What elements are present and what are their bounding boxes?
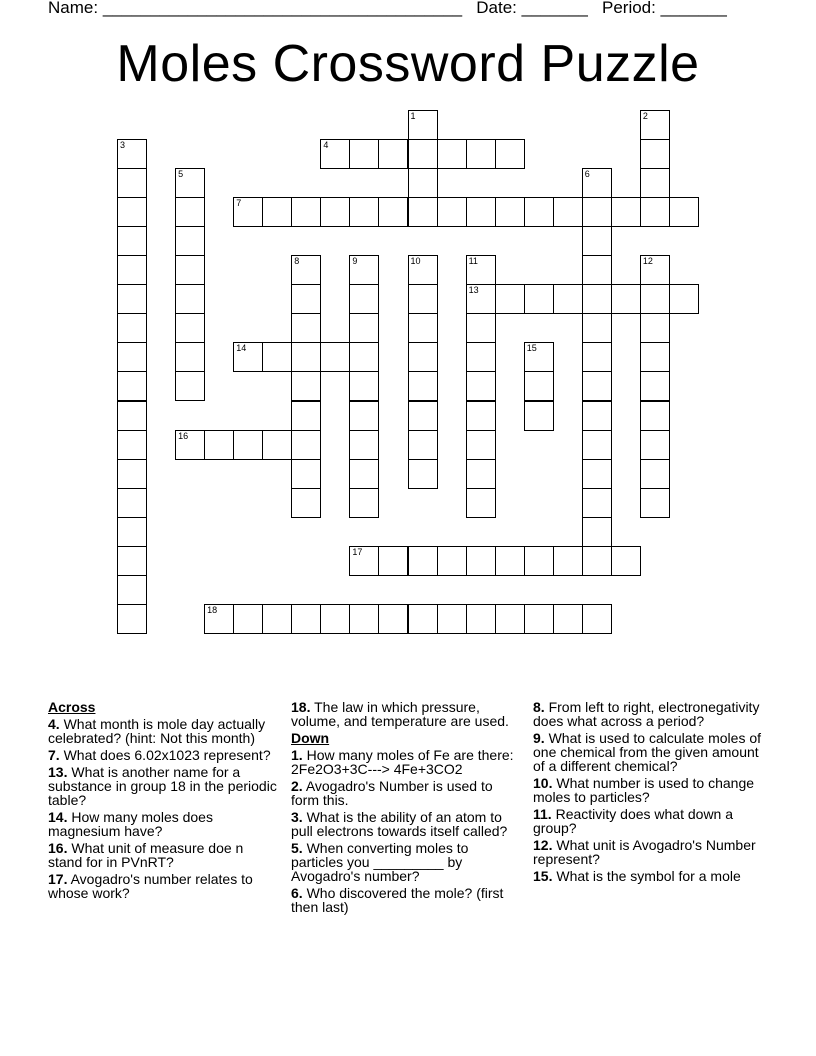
clues-column-3	[533, 700, 768, 886]
grid-cell[interactable]	[495, 604, 525, 634]
grid-cell[interactable]	[117, 284, 147, 314]
grid-cell[interactable]	[320, 197, 350, 227]
grid-cell[interactable]	[204, 604, 234, 634]
grid-cell[interactable]	[117, 430, 147, 460]
grid-cell[interactable]	[408, 430, 438, 460]
grid-cell[interactable]	[291, 255, 321, 285]
grid-cell[interactable]	[349, 313, 379, 343]
grid-cell[interactable]	[553, 197, 583, 227]
clue-down-10: 10. What number is used to change moles to particles?	[533, 775, 755, 805]
grid-cell[interactable]	[117, 517, 147, 547]
grid-cell[interactable]	[291, 342, 321, 372]
grid-cell[interactable]	[437, 197, 467, 227]
grid-cell[interactable]	[466, 139, 496, 169]
grid-cell[interactable]	[291, 401, 321, 431]
grid-cell[interactable]	[466, 401, 496, 431]
grid-cell[interactable]	[466, 284, 496, 314]
clue-number: 13	[468, 285, 479, 296]
grid-cell[interactable]	[611, 546, 641, 576]
grid-cell[interactable]	[669, 284, 699, 314]
grid-cell[interactable]	[175, 255, 205, 285]
grid-cell[interactable]	[582, 168, 612, 198]
grid-cell[interactable]	[640, 139, 670, 169]
clues-column-2	[291, 700, 521, 917]
grid-cell[interactable]	[320, 342, 350, 372]
grid-cell[interactable]	[408, 604, 438, 634]
grid-cell[interactable]	[640, 401, 670, 431]
grid-cell[interactable]	[640, 371, 670, 401]
grid-cell[interactable]	[466, 342, 496, 372]
clue-number: 8	[294, 256, 300, 267]
grid-cell[interactable]	[117, 342, 147, 372]
grid-cell[interactable]	[524, 546, 554, 576]
grid-cell[interactable]	[175, 226, 205, 256]
clues-column-1	[48, 700, 278, 903]
grid-cell[interactable]	[291, 284, 321, 314]
grid-cell[interactable]	[117, 371, 147, 401]
grid-cell[interactable]	[640, 255, 670, 285]
grid-cell[interactable]	[582, 255, 612, 285]
grid-cell[interactable]	[611, 197, 641, 227]
clue-number: 18	[207, 604, 218, 615]
grid-cell[interactable]	[466, 430, 496, 460]
clue-down-3: 3. What is the ability of an atom to pull electrons towards itself called?	[291, 809, 508, 839]
grid-cell[interactable]	[582, 430, 612, 460]
grid-cell[interactable]	[117, 168, 147, 198]
grid-cell[interactable]	[408, 371, 438, 401]
grid-cell[interactable]	[524, 197, 554, 227]
grid-cell[interactable]	[378, 604, 408, 634]
grid-cell[interactable]	[640, 459, 670, 489]
grid-cell[interactable]	[582, 197, 612, 227]
clue-number: 16	[178, 430, 189, 441]
grid-cell[interactable]	[291, 197, 321, 227]
grid-cell[interactable]	[466, 313, 496, 343]
grid-cell[interactable]	[669, 197, 699, 227]
grid-cell[interactable]	[553, 546, 583, 576]
grid-cell[interactable]	[349, 197, 379, 227]
grid-cell[interactable]	[175, 342, 205, 372]
grid-cell[interactable]	[408, 168, 438, 198]
grid-cell[interactable]	[117, 313, 147, 343]
clue-number: 9	[352, 256, 358, 267]
grid-cell[interactable]	[582, 604, 612, 634]
grid-cell[interactable]	[408, 313, 438, 343]
grid-cell[interactable]	[495, 197, 525, 227]
clue-across-13: 13. What is another name for a substance in group 18 in the periodic table?	[48, 764, 277, 808]
grid-cell[interactable]	[320, 604, 350, 634]
grid-cell[interactable]	[466, 546, 496, 576]
clue-number: 4	[323, 140, 329, 151]
grid-cell[interactable]	[349, 546, 379, 576]
grid-cell[interactable]	[640, 488, 670, 518]
grid-cell[interactable]	[524, 284, 554, 314]
grid-cell[interactable]	[524, 342, 554, 372]
clue-down-8: 8. From left to right, electronegativity does what across a period?	[533, 699, 760, 729]
clue-across-17: 17. Avogadro's number relates to whose work?	[48, 871, 253, 901]
grid-cell[interactable]	[582, 488, 612, 518]
grid-cell[interactable]	[640, 197, 670, 227]
grid-cell[interactable]	[291, 371, 321, 401]
grid-cell[interactable]	[437, 604, 467, 634]
grid-cell[interactable]	[640, 430, 670, 460]
clue-across-14: 14. How many moles does magnesium have?	[48, 809, 213, 839]
grid-cell[interactable]	[175, 430, 205, 460]
date-label: Date:	[476, 0, 517, 17]
clue-down-2: 2. Avogadro's Number is used to form this.	[291, 778, 493, 808]
clue-number: 3	[120, 140, 126, 151]
grid-cell[interactable]	[437, 546, 467, 576]
grid-cell[interactable]	[553, 284, 583, 314]
grid-cell[interactable]	[233, 197, 263, 227]
grid-cell[interactable]	[408, 401, 438, 431]
grid-cell[interactable]	[408, 342, 438, 372]
clue-number: 2	[642, 111, 648, 121]
grid-cell[interactable]	[408, 197, 438, 227]
grid-cell[interactable]	[640, 342, 670, 372]
clue-number: 7	[236, 198, 242, 209]
grid-cell[interactable]	[466, 371, 496, 401]
grid-cell[interactable]	[408, 459, 438, 489]
grid-cell[interactable]	[117, 226, 147, 256]
clue-across-18: 18. The law in which pressure, volume, and temperature are used.	[291, 699, 509, 729]
grid-cell[interactable]	[640, 284, 670, 314]
grid-cell[interactable]	[117, 488, 147, 518]
grid-cell[interactable]	[291, 430, 321, 460]
clue-number: 10	[410, 256, 421, 267]
grid-cell[interactable]	[582, 313, 612, 343]
grid-cell[interactable]	[466, 197, 496, 227]
grid-cell[interactable]	[408, 110, 438, 140]
clue-number: 12	[642, 256, 653, 267]
period-label: Period:	[602, 0, 656, 17]
name-blank[interactable]: ______________________________________	[102, 0, 463, 17]
grid-cell[interactable]	[553, 604, 583, 634]
grid-cell[interactable]	[640, 110, 670, 140]
grid-cell[interactable]	[408, 546, 438, 576]
grid-cell[interactable]	[582, 371, 612, 401]
clue-number: 15	[526, 343, 537, 354]
clue-down-5: 5. When converting moles to particles you _________ by Avogadro's number?	[291, 840, 469, 884]
grid-cell[interactable]	[524, 401, 554, 431]
grid-cell[interactable]	[582, 284, 612, 314]
grid-cell[interactable]	[117, 459, 147, 489]
grid-cell[interactable]	[582, 342, 612, 372]
name-label: Name:	[48, 0, 99, 17]
grid-cell[interactable]	[582, 401, 612, 431]
grid-cell[interactable]	[611, 284, 641, 314]
clue-number: 17	[352, 546, 363, 557]
grid-cell[interactable]	[117, 546, 147, 576]
grid-cell[interactable]	[349, 371, 379, 401]
across-heading: Across	[48, 699, 96, 715]
grid-cell[interactable]	[175, 371, 205, 401]
grid-cell[interactable]	[117, 401, 147, 431]
grid-cell[interactable]	[117, 575, 147, 605]
clue-number: 1	[410, 111, 416, 121]
date-blank[interactable]: _______	[521, 0, 588, 17]
clue-down-9: 9. What is used to calculate moles of one chemical from the given amount of a different chemical?	[533, 730, 762, 774]
grid-cell[interactable]	[378, 197, 408, 227]
grid-cell[interactable]	[349, 139, 379, 169]
grid-cell[interactable]	[204, 430, 234, 460]
grid-cell[interactable]	[466, 459, 496, 489]
clue-number: 14	[236, 343, 247, 354]
clue-number: 11	[468, 256, 478, 267]
grid-cell[interactable]	[117, 197, 147, 227]
grid-cell[interactable]	[349, 430, 379, 460]
clue-down-15: 15. What is the symbol for a mole	[533, 868, 741, 884]
grid-cell[interactable]	[640, 168, 670, 198]
grid-cell[interactable]	[408, 284, 438, 314]
grid-cell[interactable]	[175, 168, 205, 198]
grid-cell[interactable]	[262, 342, 292, 372]
grid-cell[interactable]	[262, 197, 292, 227]
grid-cell[interactable]	[495, 284, 525, 314]
grid-cell[interactable]	[233, 430, 263, 460]
grid-cell[interactable]	[524, 604, 554, 634]
grid-cell[interactable]	[466, 255, 496, 285]
grid-cell[interactable]	[349, 255, 379, 285]
grid-cell[interactable]	[175, 284, 205, 314]
clue-down-6: 6. Who discovered the mole? (first then last)	[291, 885, 504, 915]
clue-down-11: 11. Reactivity does what down a group?	[533, 806, 734, 836]
clue-down-1: 1. How many moles of Fe are there: 2Fe2O3+3C---> 4Fe+3CO2	[291, 747, 514, 777]
grid-cell[interactable]	[291, 313, 321, 343]
grid-cell[interactable]	[495, 546, 525, 576]
grid-cell[interactable]	[349, 459, 379, 489]
grid-cell[interactable]	[291, 459, 321, 489]
grid-cell[interactable]	[582, 517, 612, 547]
grid-cell[interactable]	[175, 313, 205, 343]
grid-cell[interactable]	[233, 604, 263, 634]
clue-across-4: 4. What month is mole day actually celebrated? (hint: Not this month)	[48, 716, 266, 746]
grid-cell[interactable]	[262, 604, 292, 634]
grid-cell[interactable]	[291, 488, 321, 518]
grid-cell[interactable]	[262, 430, 292, 460]
clue-number: 6	[584, 169, 590, 180]
grid-cell[interactable]	[349, 604, 379, 634]
clue-down-12: 12. What unit is Avogadro's Number represent?	[533, 837, 756, 867]
grid-cell[interactable]	[582, 546, 612, 576]
grid-cell[interactable]	[320, 139, 350, 169]
grid-cell[interactable]	[175, 197, 205, 227]
grid-cell[interactable]	[349, 284, 379, 314]
clue-across-16: 16. What unit of measure doe n stand for in PVnRT?	[48, 840, 244, 870]
grid-cell[interactable]	[233, 342, 263, 372]
grid-cell[interactable]	[582, 459, 612, 489]
grid-cell[interactable]	[408, 139, 438, 169]
grid-cell[interactable]	[349, 488, 379, 518]
grid-cell[interactable]	[408, 255, 438, 285]
grid-cell[interactable]	[437, 139, 467, 169]
page-title: Moles Crossword Puzzle	[116, 35, 700, 93]
grid-cell[interactable]	[117, 604, 147, 634]
grid-cell[interactable]	[582, 226, 612, 256]
down-heading: Down	[291, 730, 330, 746]
grid-cell[interactable]	[117, 255, 147, 285]
grid-cell[interactable]	[378, 546, 408, 576]
grid-cell[interactable]	[495, 139, 525, 169]
period-blank[interactable]: _______	[660, 0, 727, 17]
grid-cell[interactable]	[117, 139, 147, 169]
grid-cell[interactable]	[466, 604, 496, 634]
grid-cell[interactable]	[640, 313, 670, 343]
clue-number: 5	[178, 169, 184, 180]
grid-cell[interactable]	[291, 604, 321, 634]
grid-cell[interactable]	[378, 139, 408, 169]
grid-cell[interactable]	[349, 401, 379, 431]
clue-across-7: 7. What does 6.02x1023 represent?	[48, 747, 271, 763]
grid-cell[interactable]	[466, 488, 496, 518]
grid-cell[interactable]	[524, 371, 554, 401]
grid-cell[interactable]	[349, 342, 379, 372]
